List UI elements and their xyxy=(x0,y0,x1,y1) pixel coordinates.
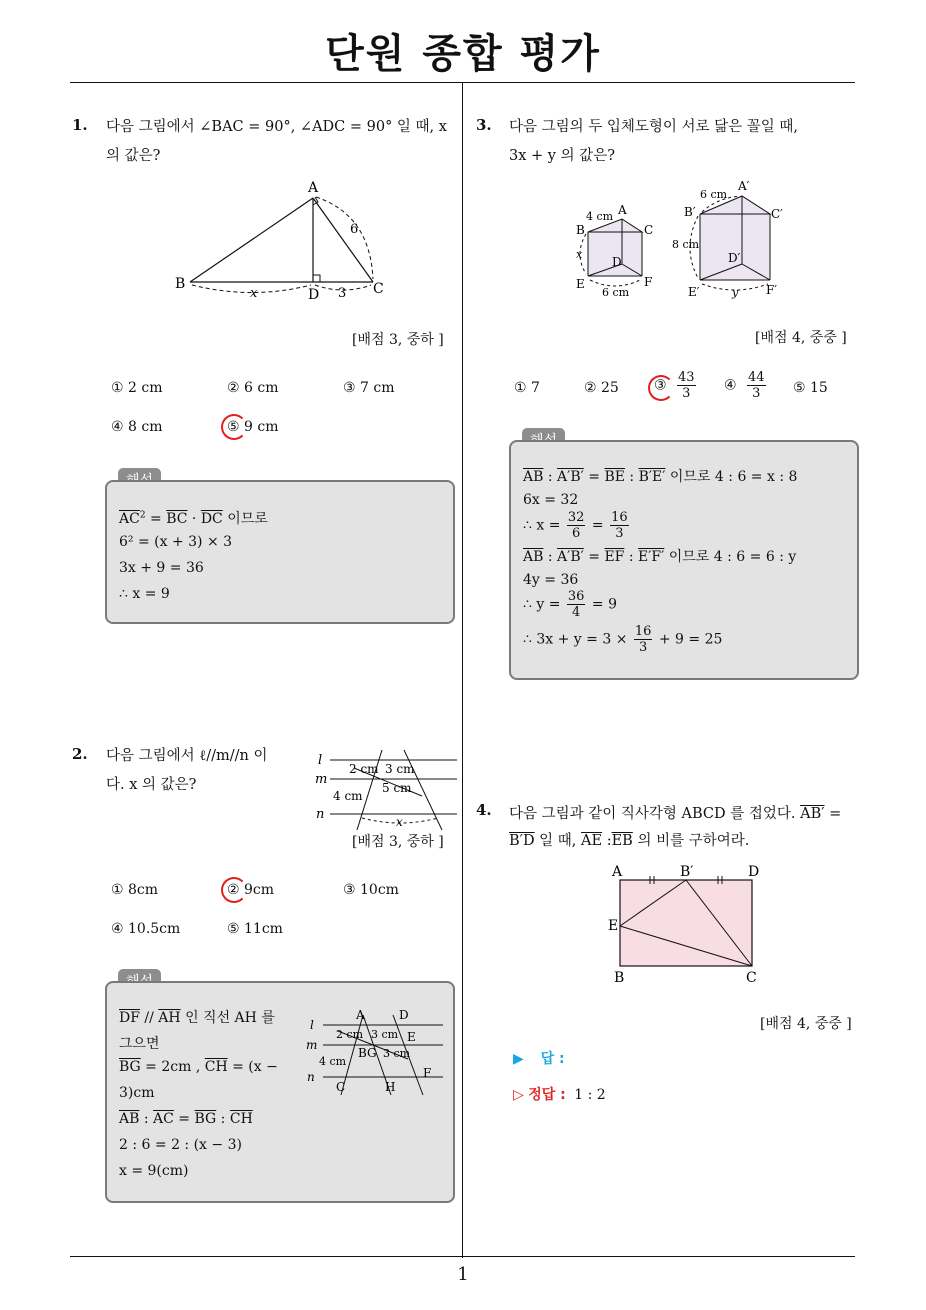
choice-5[interactable]: ⑤ 15 xyxy=(793,380,828,396)
explanation-line: 6² = (x + 3) × 3 xyxy=(119,534,233,550)
label-x: x xyxy=(576,248,583,261)
correct-arrow-icon: ▷ xyxy=(513,1087,524,1103)
label-E: E xyxy=(407,1030,416,1044)
explanation-line: $\overline{AB}$ : $A'B' = \overline{EF}$ : E′F′ 이므로 4 : 6 = 6 : y xyxy=(523,549,797,565)
label-n: n xyxy=(307,1070,315,1084)
choice-3[interactable]: ③ 10cm xyxy=(343,882,399,898)
label-4cm: 4 cm xyxy=(586,210,614,223)
label-C: C xyxy=(373,281,384,297)
label-3cm: 3 cm xyxy=(371,1028,399,1041)
label-6cm: 6 cm xyxy=(602,286,630,299)
label-C: C xyxy=(336,1080,346,1094)
choice-5[interactable]: ⑤ 9 cm xyxy=(227,419,279,435)
label-m: m xyxy=(306,1038,318,1052)
label-2cm: 2 cm xyxy=(336,1028,364,1041)
answer-mark-icon xyxy=(221,414,247,440)
parallel-lines-figure xyxy=(312,746,460,832)
label-3cm: 3 cm xyxy=(385,762,415,776)
label-2cm: 2 cm xyxy=(349,762,379,776)
label-A-prime: A′ xyxy=(738,179,750,193)
label-A: A xyxy=(356,1008,365,1022)
question-text-line: 다음 그림에서 ∠BAC = 90°, ∠ADC = 90° 일 때, x xyxy=(106,119,447,135)
label-E: E xyxy=(608,918,619,934)
question-number: 1. xyxy=(72,116,88,134)
explanation-line: ∴ 3x + y = 3 × $\frac{16}{3}$ + 9 = 25 xyxy=(523,624,723,655)
explanation-line: $\overline{AC}^2 = \overline{BC} \cdot \overline{DC}$ 이므로 xyxy=(119,510,268,527)
explanation-line: 3)cm xyxy=(119,1085,155,1101)
choice-2[interactable]: ② 9cm xyxy=(227,882,275,898)
label-F-prime: F′ xyxy=(766,283,778,297)
label-A: A xyxy=(618,203,627,217)
question-text-line: 의 값은? xyxy=(106,148,161,164)
label-x: x xyxy=(396,815,403,829)
explanation-box xyxy=(105,480,455,624)
question-number: 4. xyxy=(476,801,492,819)
label-B: B xyxy=(175,276,186,292)
explanation-line: $\overline{AB}$ : $A'B' = \overline{BE}$ : B′E′ 이므로 4 : 6 = x : 8 xyxy=(523,469,798,485)
footer-rule xyxy=(70,1256,855,1257)
label-C-prime: C′ xyxy=(771,207,783,221)
choice-3[interactable]: ③ 7 cm xyxy=(343,380,395,396)
label-C: C xyxy=(746,970,757,986)
explanation-line: ∴ y = $\frac{36}{4}$ = 9 xyxy=(523,589,617,620)
score-meta: [배점 4, 중중 ] xyxy=(755,330,847,346)
correct-value: 1 : 2 xyxy=(574,1087,606,1103)
explanation-line: $\overline{DF} // \overline{AH}$ 인 직선 AH 를 xyxy=(119,1010,275,1026)
explanation-line: 3x + 9 = 36 xyxy=(119,560,204,576)
label-D-prime: D′ xyxy=(728,251,741,265)
explanation-box xyxy=(509,440,859,680)
label-5cm: 5 cm xyxy=(382,781,412,795)
explanation-line: $\overline{BG} = 2cm$ , $\overline{CH} = (x$ − xyxy=(119,1059,278,1075)
label-E: E xyxy=(576,277,585,291)
choice-2[interactable]: ② 25 xyxy=(584,380,619,396)
answer-arrow-icon: ▶ xyxy=(513,1051,524,1067)
question-text-line: 3x + y 의 값은? xyxy=(509,148,615,164)
label-H: H xyxy=(385,1080,396,1094)
page-number: 1 xyxy=(457,1264,469,1285)
label-D: D xyxy=(748,864,760,880)
explanation-line: 2 : 6 = 2 : (x − 3) xyxy=(119,1137,242,1153)
label-F: F xyxy=(644,275,653,289)
label-y: y xyxy=(732,286,739,299)
label-4cm: 4 cm xyxy=(319,1055,347,1068)
label-B: B xyxy=(614,970,625,986)
label-x: x xyxy=(250,286,258,301)
choice-5[interactable]: ⑤ 11cm xyxy=(227,921,283,937)
score-meta: [배점 4, 중중 ] xyxy=(760,1016,852,1032)
explanation-line: 그으면 xyxy=(119,1036,160,1052)
label-B-prime: B′ xyxy=(680,864,694,880)
question-text-line: B′D 일 때, $\overline{AE}$ $:\overline{EB}$ 의 비를 구하여라. xyxy=(509,833,750,849)
explanation-line: $\overline{AB}$ : $\overline{AC} = \overline{BG}$ : $\overline{CH}$ xyxy=(119,1111,253,1127)
label-6cm: 6 cm xyxy=(700,188,728,201)
label-4cm: 4 cm xyxy=(333,789,363,803)
column-divider xyxy=(462,83,463,1258)
folded-rectangle-figure xyxy=(600,860,780,988)
label-A: A xyxy=(308,180,319,196)
label-8cm: 8 cm xyxy=(672,238,700,251)
choice-4[interactable]: ④ $\frac{44}{3}$ xyxy=(724,370,765,401)
question-number: 3. xyxy=(476,116,492,134)
answer-mark-icon xyxy=(221,877,247,903)
question-text-line: 다. x 의 값은? xyxy=(106,777,197,793)
answer-mark-icon xyxy=(648,375,674,401)
explanation-line: ∴ x = $\frac{32}{6}$ = $\frac{16}{3}$ xyxy=(523,510,628,541)
choice-1[interactable]: ① 2 cm xyxy=(111,380,163,396)
page-title: 단원 종합 평가 xyxy=(325,31,601,77)
explanation-line: x = 9(cm) xyxy=(119,1163,189,1179)
explanation-box xyxy=(105,981,455,1203)
score-meta: [배점 3, 중하 ] xyxy=(352,332,444,348)
label-BG: BG xyxy=(358,1046,377,1060)
answer-row xyxy=(513,1048,565,1068)
label-B-prime: B′ xyxy=(684,205,696,219)
choice-4[interactable]: ④ 10.5cm xyxy=(111,921,181,937)
question-number: 2. xyxy=(72,745,88,763)
label-l: l xyxy=(318,753,323,768)
label-m: m xyxy=(315,772,328,787)
correct-answer-row xyxy=(513,1084,606,1104)
label-B: B xyxy=(576,223,585,237)
question-text-line: 다음 그림의 두 입체도형이 서로 닮은 꼴일 때, xyxy=(509,119,798,135)
question-text-line: 다음 그림과 같이 직사각형 ABCD 를 접었다. AB′ = xyxy=(509,806,842,822)
label-n: n xyxy=(316,807,325,822)
label-C: C xyxy=(644,223,654,237)
label-three: 3 xyxy=(338,286,347,301)
explanation-figure xyxy=(303,1007,449,1099)
answer-label: 답 : xyxy=(540,1051,565,1067)
label-A: A xyxy=(612,864,623,880)
right-triangle-figure xyxy=(170,175,400,305)
choice-1[interactable]: ① 8cm xyxy=(111,882,159,898)
correct-label: 정답 : xyxy=(528,1087,566,1103)
explanation-line: 4y = 36 xyxy=(523,572,579,588)
question-text-line: 다음 그림에서 ℓ//m//n 이 xyxy=(106,748,268,764)
label-F: F xyxy=(423,1066,432,1080)
label-3cm: 3 cm xyxy=(383,1047,411,1060)
label-l: l xyxy=(310,1018,314,1032)
choice-4[interactable]: ④ 8 cm xyxy=(111,419,163,435)
label-D: D xyxy=(399,1008,409,1022)
label-E-prime: E′ xyxy=(688,285,700,299)
score-meta: [배점 3, 중하 ] xyxy=(352,834,444,850)
explanation-line: ∴ x = 9 xyxy=(119,586,170,602)
similar-prisms-figure xyxy=(572,176,792,302)
label-D: D xyxy=(612,255,622,269)
choice-2[interactable]: ② 6 cm xyxy=(227,380,279,396)
label-D: D xyxy=(308,287,320,303)
choice-1[interactable]: ① 7 xyxy=(514,380,540,396)
label-six: 6 xyxy=(350,222,359,237)
choice-3[interactable]: ③ $\frac{43}{3}$ xyxy=(654,370,695,401)
explanation-line: 6x = 32 xyxy=(523,492,579,508)
